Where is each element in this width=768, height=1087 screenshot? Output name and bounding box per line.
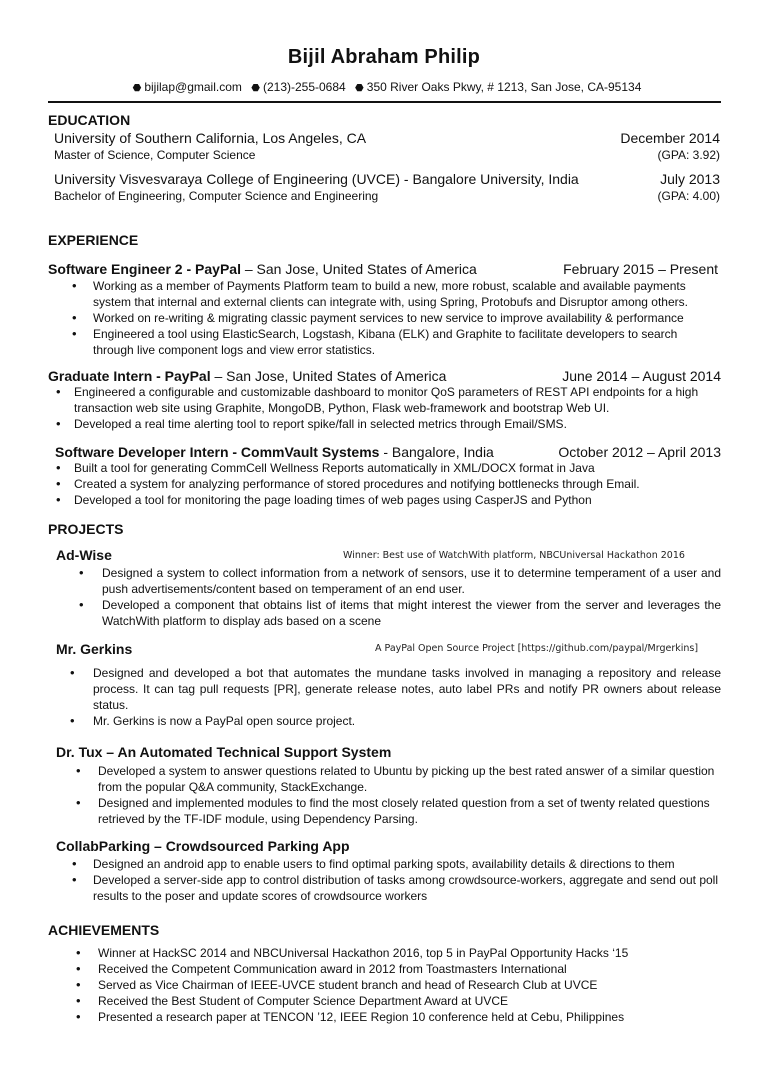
list-item: • Developed a component that obtains list of items that might interest the viewer from the server and leverages the WatchWith platform to display ads based on a scene bbox=[102, 597, 721, 629]
list-item: • Mr. Gerkins is now a PayPal open source project. bbox=[93, 713, 721, 729]
list-item: • Developed a system to answer questions related to Ubuntu by picking up the best rated answer of a similar question from the popular Q&A community, StackExchange. bbox=[98, 763, 720, 795]
job-role: Graduate Intern - PayPal bbox=[48, 368, 211, 384]
job-header bbox=[48, 261, 718, 277]
list-item: • Received the Competent Communication award in 2012 from Toastmasters International bbox=[98, 961, 720, 977]
school-name: University Visvesvaraya College of Engineering (UVCE) - Bangalore University, India bbox=[54, 171, 579, 187]
job-location: – San Jose, United States of America bbox=[240, 261, 477, 277]
education-date: December 2014 bbox=[620, 130, 720, 146]
job-bullets bbox=[74, 460, 720, 508]
list-item: • Served as Vice Chairman of IEEE-UVCE student branch and head of Research Club at UVCE bbox=[98, 977, 720, 993]
degree: Master of Science, Computer Science bbox=[54, 148, 256, 162]
job-role: Software Developer Intern - CommVault Systems bbox=[55, 444, 380, 460]
list-item: • Received the Best Student of Computer Science Department Award at UVCE bbox=[98, 993, 720, 1009]
project-bullets bbox=[93, 856, 720, 904]
job-header bbox=[55, 444, 721, 460]
job-location: – San Jose, United States of America bbox=[210, 368, 447, 384]
list-item: • Created a system for analyzing performance of stored procedures and notifying bottlenecks through Email. bbox=[74, 476, 720, 492]
degree: Bachelor of Engineering, Computer Science and Engineering bbox=[54, 189, 379, 203]
job-bullets bbox=[93, 278, 720, 358]
section-title-projects: PROJECTS bbox=[48, 521, 124, 537]
project-title: Dr. Tux – An Automated Technical Support System bbox=[56, 744, 392, 760]
list-item: • Working as a member of Payments Platform team to build a new, more robust, scalable and available payments system that internal and external clients can integrate with, using Spring, Protobufs and Disruptor among others. bbox=[93, 278, 720, 310]
project-note: A PayPal Open Source Project [https://github.com/paypal/Mrgerkins] bbox=[375, 643, 699, 654]
education-row bbox=[54, 148, 720, 162]
project-title: CollabParking – Crowdsourced Parking App bbox=[56, 838, 350, 854]
candidate-name: Bijil Abraham Philip bbox=[287, 46, 481, 68]
list-item: • Developed a real time alerting tool to report spike/fall in selected metrics through Email/SMS. bbox=[74, 416, 720, 432]
section-title-education: EDUCATION bbox=[48, 112, 131, 128]
list-item: • Engineered a tool using ElasticSearch, Logstash, Kibana (ELK) and Graphite to facilitate developers to search through live component logs and view error statistics. bbox=[93, 326, 720, 358]
education-date: July 2013 bbox=[660, 171, 720, 187]
list-item: • Designed an android app to enable users to find optimal parking spots, availability details & directions to them bbox=[93, 856, 720, 872]
section-title-experience: EXPERIENCE bbox=[48, 232, 139, 248]
address: 350 River Oaks Pkwy, # 1213, San Jose, CA-95134 bbox=[366, 80, 642, 94]
education-row bbox=[54, 189, 720, 203]
list-item: • Developed a server-side app to control distribution of tasks among crowdsource-workers, aggregate and send out poll results to the poser and update scores of crowdsource workers bbox=[93, 872, 720, 904]
header-divider bbox=[48, 101, 721, 103]
education-row bbox=[54, 130, 720, 146]
list-item: • Built a tool for generating CommCell Wellness Reports automatically in XML/DOCX format in Java bbox=[74, 460, 720, 476]
gpa: (GPA: 4.00) bbox=[657, 189, 720, 203]
section-title-achievements: ACHIEVEMENTS bbox=[48, 922, 160, 938]
bullet-icon: ⬣ bbox=[132, 83, 142, 94]
gpa: (GPA: 3.92) bbox=[657, 148, 720, 162]
list-item: • Winner at HackSC 2014 and NBCUniversal Hackathon 2016, top 5 in PayPal Opportunity Hacks ‘15 bbox=[98, 945, 720, 961]
project-title: Mr. Gerkins bbox=[56, 641, 133, 657]
bullet-icon: ⬣ bbox=[251, 83, 260, 94]
bullet-icon: ⬣ bbox=[355, 83, 364, 94]
project-title: Ad-Wise bbox=[56, 547, 112, 563]
education-row bbox=[54, 171, 720, 187]
job-date: February 2015 – Present bbox=[563, 261, 718, 277]
list-item: • Presented a research paper at TENCON ’12, IEEE Region 10 conference held at Cebu, Philippines bbox=[98, 1009, 720, 1025]
list-item: • Developed a tool for monitoring the page loading times of web pages using CasperJS and Python bbox=[74, 492, 720, 508]
job-date: June 2014 – August 2014 bbox=[562, 368, 721, 384]
project-bullets bbox=[98, 763, 720, 827]
list-item: • Engineered a configurable and customizable dashboard to monitor QoS parameters of REST API endpoints for a high transaction web site using Graphite, MongoDB, Python, Flask web-framework and bootstrap Web UI. bbox=[74, 384, 720, 416]
project-bullets bbox=[93, 665, 721, 729]
school-name: University of Southern California, Los Angeles, CA bbox=[54, 130, 367, 146]
job-bullets bbox=[74, 384, 720, 432]
achievement-list bbox=[98, 945, 720, 1025]
project-bullets bbox=[102, 565, 721, 629]
job-location: - Bangalore, India bbox=[379, 444, 494, 460]
job-role: Software Engineer 2 - PayPal bbox=[48, 261, 241, 277]
list-item: • Designed and implemented modules to find the most closely related question from a set of twenty related questions retrieved by the TF-IDF module, using Dependency Parsing. bbox=[98, 795, 720, 827]
contact-line bbox=[0, 80, 768, 94]
phone: (213)-255-0684 bbox=[262, 80, 346, 94]
job-date: October 2012 – April 2013 bbox=[558, 444, 721, 460]
email: bijilap@gmail.com bbox=[144, 80, 242, 94]
job-header bbox=[48, 368, 721, 384]
project-note: Winner: Best use of WatchWith platform, NBCUniversal Hackathon 2016 bbox=[343, 550, 685, 561]
list-item: • Designed a system to collect information from a network of sensors, use it to determine temperament of a user and push advertisements/content based on temperament of an end user. bbox=[102, 565, 721, 597]
list-item: • Worked on re-writing & migrating classic payment services to new service to improve availability & performance bbox=[93, 310, 720, 326]
list-item: • Designed and developed a bot that automates the mundane tasks involved in managing a repository and release process. It can tag pull requests [PR], generate release notes, auto label PRs and notify PR owners about release status. bbox=[93, 665, 721, 713]
